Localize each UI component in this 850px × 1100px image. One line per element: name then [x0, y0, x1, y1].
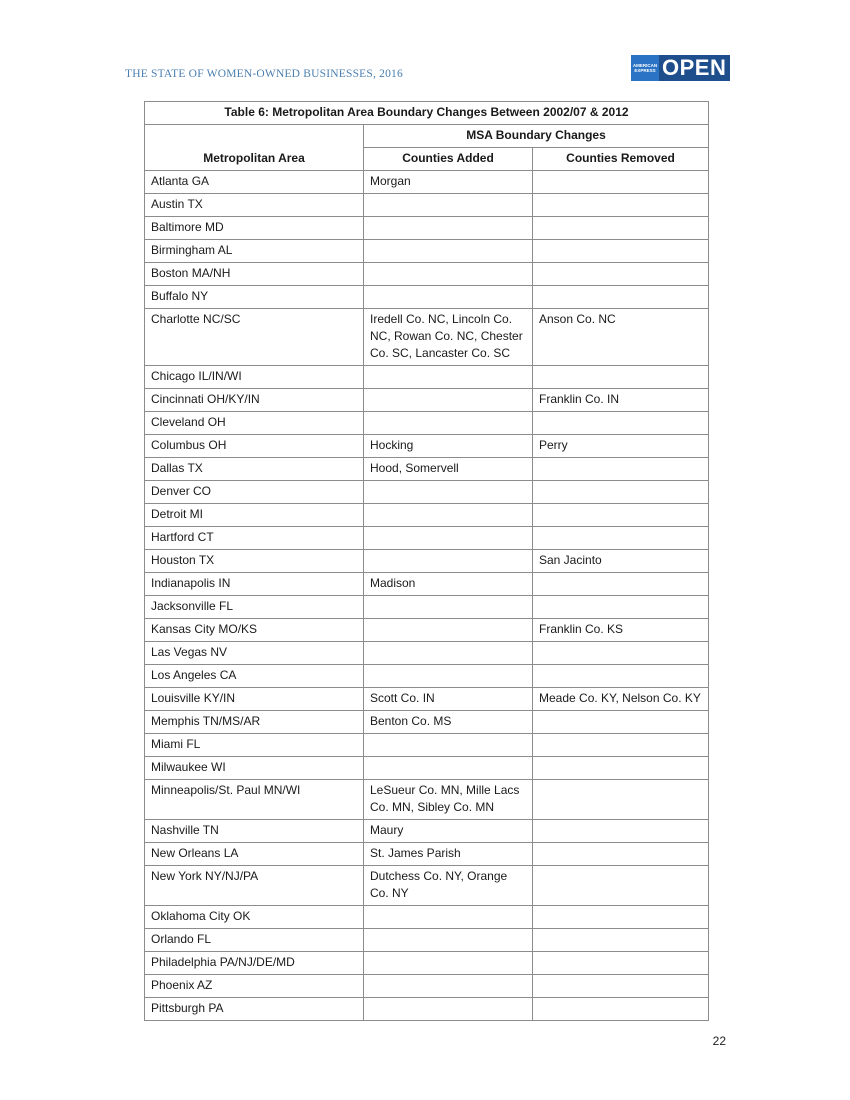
table-row — [145, 619, 709, 642]
metro-area-cell: Cleveland OH — [145, 412, 364, 435]
table-row — [145, 263, 709, 286]
counties-added-cell — [364, 194, 533, 217]
counties-removed-cell — [533, 780, 709, 820]
counties-added-cell — [364, 642, 533, 665]
table-row — [145, 435, 709, 458]
metro-area-cell: Denver CO — [145, 481, 364, 504]
column-header-metro-area: Metropolitan Area — [145, 125, 364, 171]
counties-added-cell — [364, 952, 533, 975]
counties-removed-cell — [533, 906, 709, 929]
counties-added-cell: Scott Co. IN — [364, 688, 533, 711]
metro-area-cell: Phoenix AZ — [145, 975, 364, 998]
counties-removed-cell: Perry — [533, 435, 709, 458]
table-caption: Table 6: Metropolitan Area Boundary Changes Between 2002/07 & 2012 — [145, 102, 709, 125]
counties-removed-cell: Anson Co. NC — [533, 309, 709, 366]
logo-small-line2: EXPRESS — [634, 68, 656, 73]
counties-added-cell — [364, 366, 533, 389]
counties-added-cell — [364, 734, 533, 757]
metro-area-cell: Kansas City MO/KS — [145, 619, 364, 642]
counties-removed-cell — [533, 481, 709, 504]
table-row — [145, 665, 709, 688]
open-logo — [631, 55, 730, 81]
logo-open-text: OPEN — [659, 55, 730, 81]
table-row — [145, 952, 709, 975]
running-title: THE STATE OF WOMEN-OWNED BUSINESSES, 2016 — [125, 68, 403, 80]
counties-added-cell — [364, 240, 533, 263]
metro-area-cell: Jacksonville FL — [145, 596, 364, 619]
table-row — [145, 366, 709, 389]
metro-area-cell: Detroit MI — [145, 504, 364, 527]
metro-area-cell: Austin TX — [145, 194, 364, 217]
metro-area-cell: Louisville KY/IN — [145, 688, 364, 711]
metro-area-cell: Boston MA/NH — [145, 263, 364, 286]
counties-added-cell — [364, 665, 533, 688]
metro-area-cell: Miami FL — [145, 734, 364, 757]
column-header-counties-added: Counties Added — [364, 148, 533, 171]
counties-removed-cell — [533, 843, 709, 866]
counties-added-cell — [364, 527, 533, 550]
counties-removed-cell — [533, 665, 709, 688]
table-caption-row — [145, 102, 709, 125]
counties-added-cell — [364, 217, 533, 240]
counties-removed-cell — [533, 217, 709, 240]
counties-removed-cell — [533, 366, 709, 389]
metro-area-cell: Atlanta GA — [145, 171, 364, 194]
counties-removed-cell — [533, 458, 709, 481]
metro-area-cell: Philadelphia PA/NJ/DE/MD — [145, 952, 364, 975]
table-row — [145, 194, 709, 217]
counties-removed-cell — [533, 240, 709, 263]
counties-removed-cell — [533, 263, 709, 286]
table-row — [145, 573, 709, 596]
counties-added-cell — [364, 412, 533, 435]
table-row — [145, 929, 709, 952]
counties-removed-cell — [533, 820, 709, 843]
counties-added-cell — [364, 286, 533, 309]
table-row — [145, 866, 709, 906]
table-row — [145, 596, 709, 619]
counties-added-cell: Maury — [364, 820, 533, 843]
counties-added-cell: Hood, Somervell — [364, 458, 533, 481]
metro-area-cell: Charlotte NC/SC — [145, 309, 364, 366]
metro-area-cell: Hartford CT — [145, 527, 364, 550]
counties-added-cell — [364, 596, 533, 619]
table-row — [145, 688, 709, 711]
page-number: 22 — [712, 1034, 726, 1048]
counties-removed-cell — [533, 573, 709, 596]
table-row — [145, 642, 709, 665]
table-row — [145, 171, 709, 194]
amex-logo-icon — [631, 55, 659, 81]
counties-removed-cell — [533, 642, 709, 665]
table-row — [145, 389, 709, 412]
counties-added-cell — [364, 504, 533, 527]
counties-removed-cell: Franklin Co. KS — [533, 619, 709, 642]
metro-area-cell: New Orleans LA — [145, 843, 364, 866]
table-row — [145, 481, 709, 504]
counties-removed-cell: Franklin Co. IN — [533, 389, 709, 412]
table-row — [145, 240, 709, 263]
counties-removed-cell — [533, 412, 709, 435]
metro-area-cell: Chicago IL/IN/WI — [145, 366, 364, 389]
counties-added-cell — [364, 550, 533, 573]
counties-removed-cell — [533, 286, 709, 309]
counties-removed-cell — [533, 975, 709, 998]
table-group-header-row — [145, 125, 709, 148]
counties-removed-cell — [533, 527, 709, 550]
counties-removed-cell — [533, 757, 709, 780]
logo-small-line1: AMERICAN — [632, 62, 658, 68]
table-row — [145, 820, 709, 843]
counties-removed-cell — [533, 171, 709, 194]
metro-area-cell: Las Vegas NV — [145, 642, 364, 665]
counties-added-cell — [364, 975, 533, 998]
table-row — [145, 286, 709, 309]
counties-added-cell: Hocking — [364, 435, 533, 458]
metro-area-cell: Memphis TN/MS/AR — [145, 711, 364, 734]
table-row — [145, 550, 709, 573]
table-row — [145, 504, 709, 527]
counties-removed-cell — [533, 998, 709, 1021]
counties-added-cell: St. James Parish — [364, 843, 533, 866]
table-row — [145, 757, 709, 780]
counties-added-cell — [364, 998, 533, 1021]
counties-added-cell — [364, 757, 533, 780]
metro-area-cell: Houston TX — [145, 550, 364, 573]
counties-added-cell — [364, 619, 533, 642]
counties-added-cell: Madison — [364, 573, 533, 596]
counties-added-cell: LeSueur Co. MN, Mille Lacs Co. MN, Sibley Co. MN — [364, 780, 533, 820]
counties-added-cell: Iredell Co. NC, Lincoln Co. NC, Rowan Co. NC, Chester Co. SC, Lancaster Co. SC — [364, 309, 533, 366]
counties-added-cell — [364, 389, 533, 412]
counties-removed-cell: Meade Co. KY, Nelson Co. KY — [533, 688, 709, 711]
table-row — [145, 458, 709, 481]
metro-area-cell: New York NY/NJ/PA — [145, 866, 364, 906]
table-row — [145, 998, 709, 1021]
counties-added-cell: Dutchess Co. NY, Orange Co. NY — [364, 866, 533, 906]
table-row — [145, 843, 709, 866]
metro-area-cell: Orlando FL — [145, 929, 364, 952]
table-row — [145, 309, 709, 366]
table-row — [145, 217, 709, 240]
table-row — [145, 412, 709, 435]
counties-added-cell — [364, 929, 533, 952]
counties-removed-cell: San Jacinto — [533, 550, 709, 573]
table-row — [145, 734, 709, 757]
metro-area-cell: Los Angeles CA — [145, 665, 364, 688]
metro-area-cell: Buffalo NY — [145, 286, 364, 309]
metro-area-cell: Cincinnati OH/KY/IN — [145, 389, 364, 412]
counties-added-cell: Morgan — [364, 171, 533, 194]
group-header-msa-changes: MSA Boundary Changes — [364, 125, 709, 148]
metro-area-cell: Dallas TX — [145, 458, 364, 481]
counties-added-cell — [364, 906, 533, 929]
table-row — [145, 711, 709, 734]
metro-area-cell: Minneapolis/St. Paul MN/WI — [145, 780, 364, 820]
metro-area-cell: Birmingham AL — [145, 240, 364, 263]
metro-area-cell: Pittsburgh PA — [145, 998, 364, 1021]
counties-removed-cell — [533, 504, 709, 527]
counties-added-cell — [364, 481, 533, 504]
column-header-counties-removed: Counties Removed — [533, 148, 709, 171]
metro-area-cell: Columbus OH — [145, 435, 364, 458]
metro-area-cell: Indianapolis IN — [145, 573, 364, 596]
table-row — [145, 780, 709, 820]
table-row — [145, 975, 709, 998]
metro-area-cell: Nashville TN — [145, 820, 364, 843]
table-row — [145, 906, 709, 929]
table-row — [145, 527, 709, 550]
counties-removed-cell — [533, 952, 709, 975]
counties-removed-cell — [533, 194, 709, 217]
counties-removed-cell — [533, 734, 709, 757]
boundary-changes-table — [144, 101, 709, 1021]
counties-added-cell: Benton Co. MS — [364, 711, 533, 734]
counties-removed-cell — [533, 866, 709, 906]
counties-removed-cell — [533, 596, 709, 619]
metro-area-cell: Milwaukee WI — [145, 757, 364, 780]
counties-removed-cell — [533, 929, 709, 952]
counties-added-cell — [364, 263, 533, 286]
metro-area-cell: Baltimore MD — [145, 217, 364, 240]
metro-area-cell: Oklahoma City OK — [145, 906, 364, 929]
counties-removed-cell — [533, 711, 709, 734]
